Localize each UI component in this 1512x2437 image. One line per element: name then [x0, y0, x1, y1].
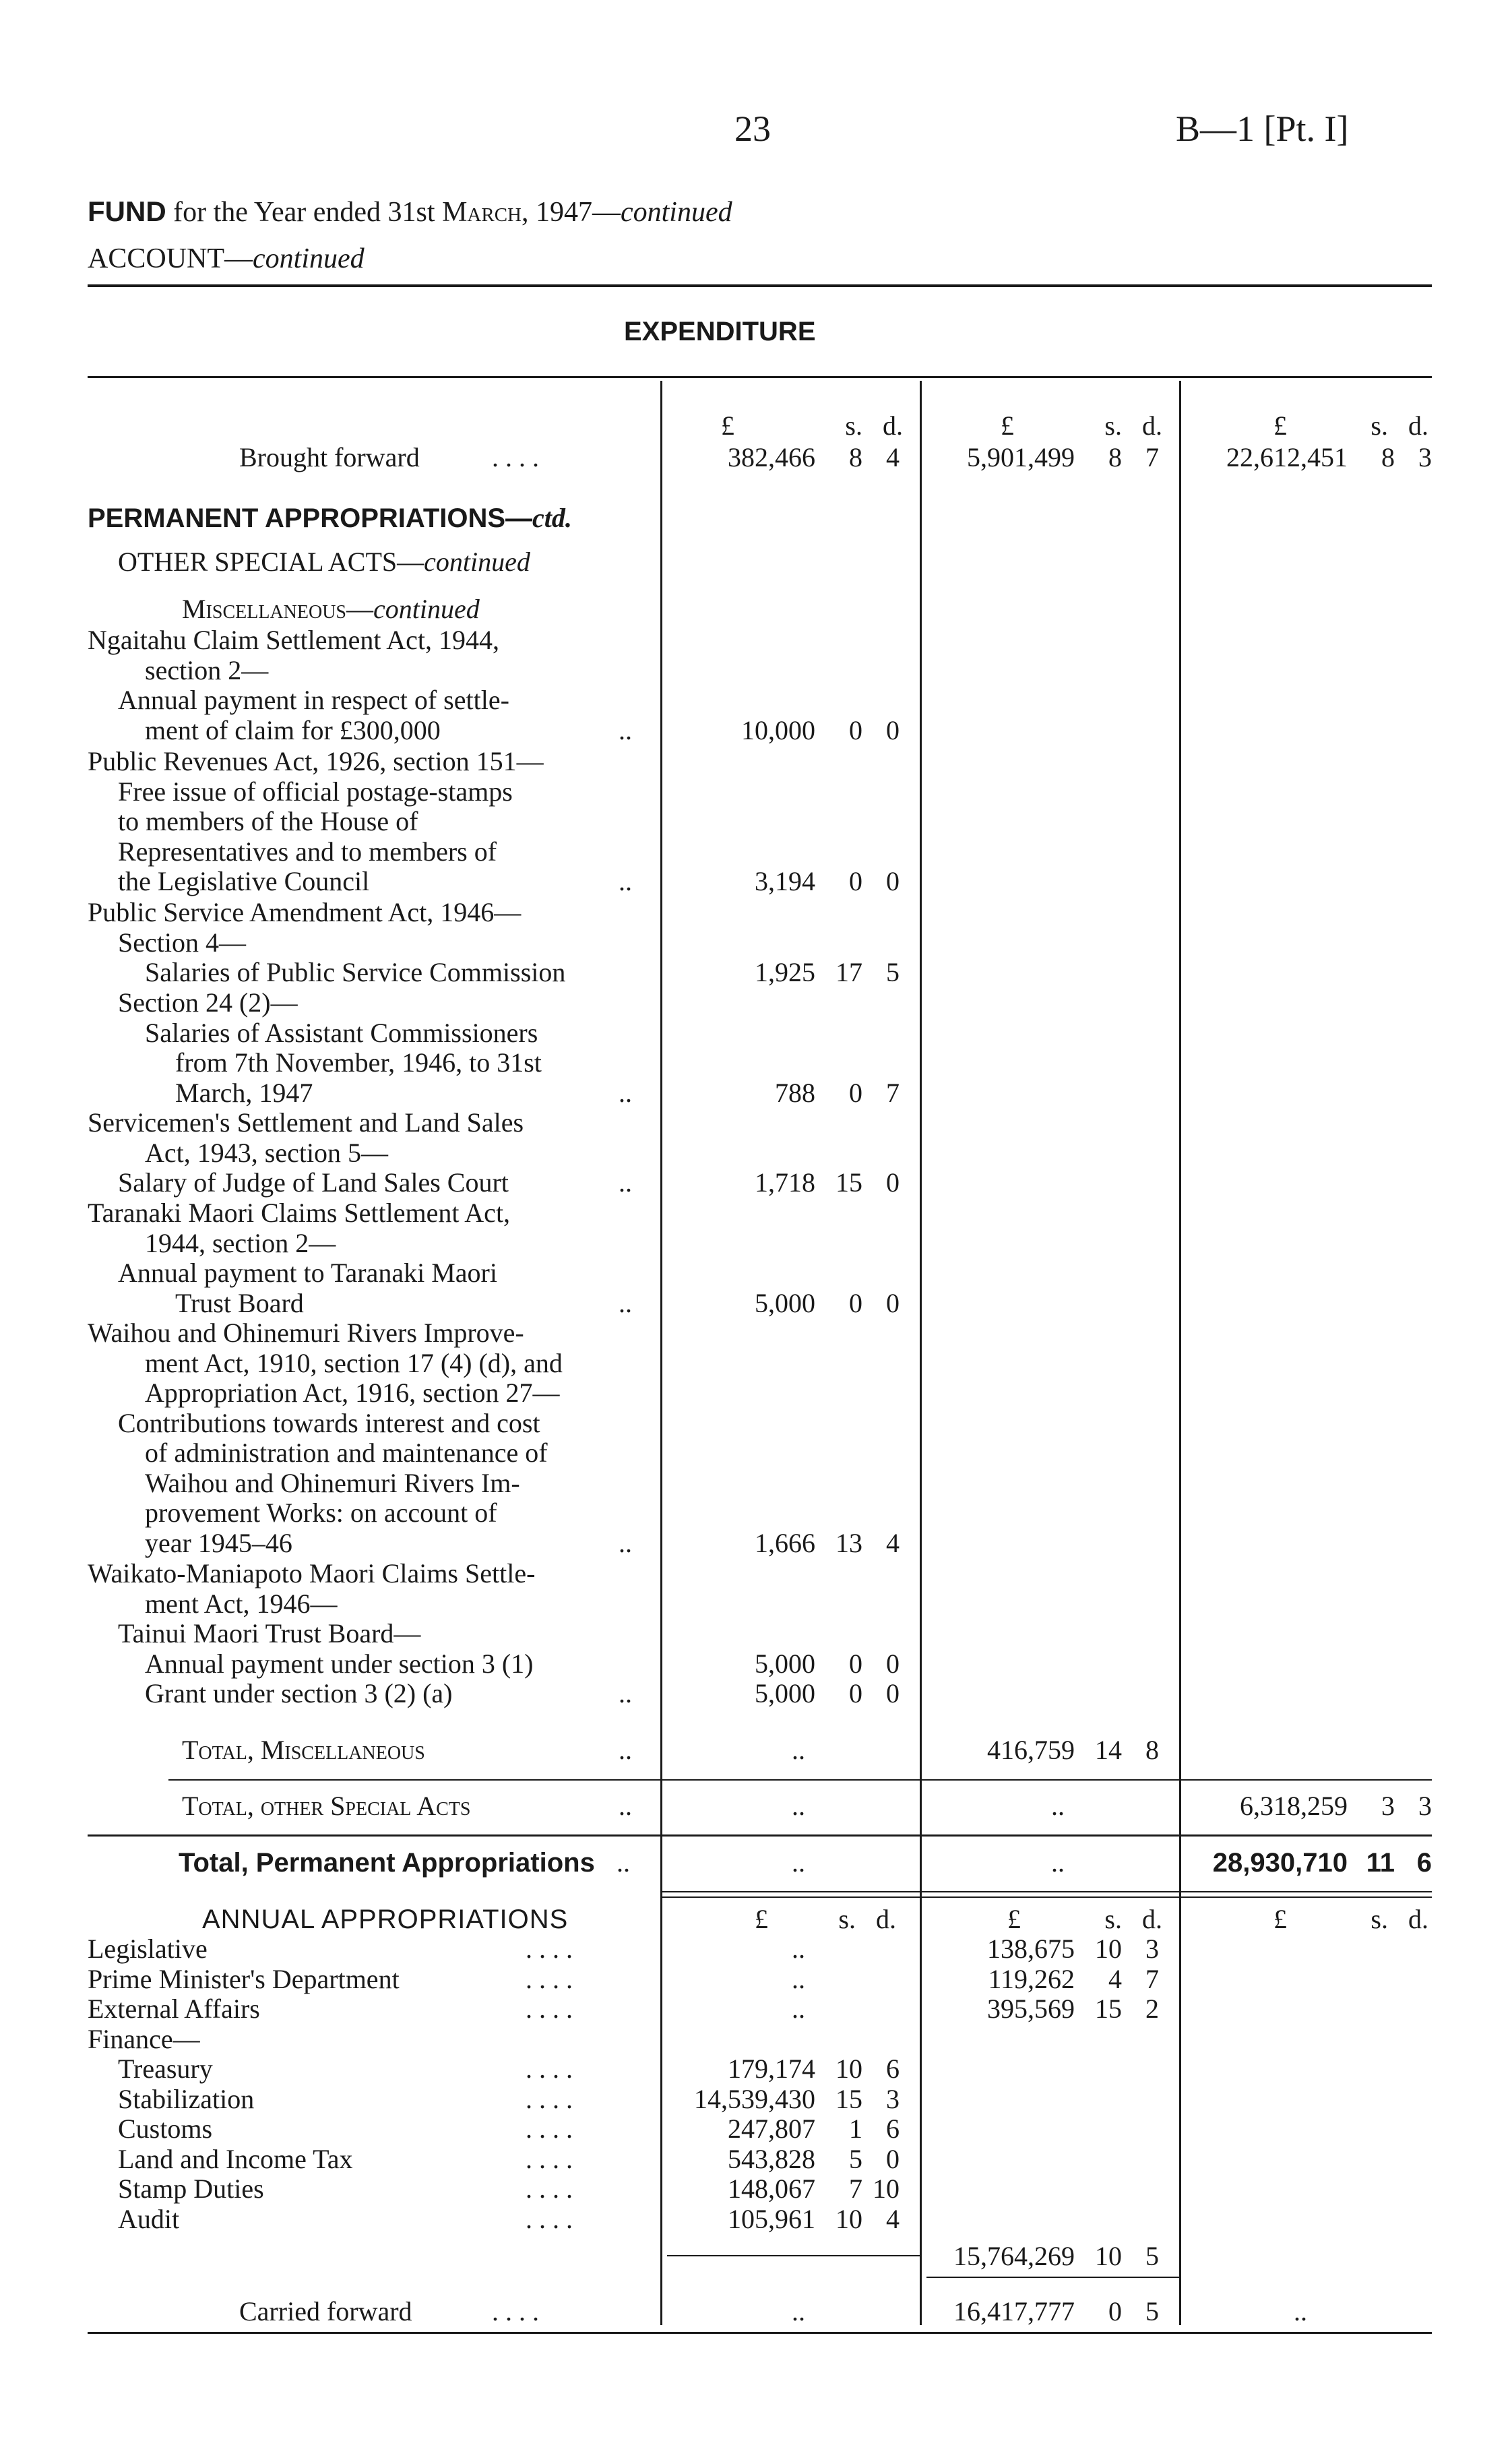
entry-line: Servicemen's Settlement and Land Sales: [88, 1107, 524, 1138]
section-title: EXPENDITURE: [624, 317, 816, 346]
entry-line: Act, 1943, section 5—: [145, 1137, 389, 1168]
other-acts-heading: OTHER SPECIAL ACTS—continued: [118, 547, 530, 577]
total-permanent-dots: ..: [617, 1847, 630, 1878]
title-rule: [88, 376, 1432, 378]
carried-forward-dots: . . . .: [492, 2296, 539, 2326]
entry-line: Section 4—: [118, 927, 246, 958]
total-other-acts-col2-dots: ..: [1051, 1791, 1065, 1821]
entry-line: Free issue of official postage-stamps: [118, 776, 513, 807]
entry-line: ment Act, 1910, section 17 (4) (d), and: [145, 1347, 563, 1378]
document-reference: B—1 [Pt. I]: [1176, 109, 1349, 149]
leader-dots: . . . .: [526, 1934, 573, 1964]
entry-line: Public Revenues Act, 1926, section 151—: [88, 746, 544, 776]
total-permanent-label: Total, Permanent Appropriations: [179, 1848, 595, 1878]
col-rule-1: [660, 381, 662, 2325]
annual-item-label: Stabilization: [118, 2083, 255, 2114]
entry-line: Salaries of Public Service Commission: [145, 957, 566, 987]
entry-line: Representatives and to members of: [118, 836, 497, 867]
carried-forward-col1-dots: ..: [792, 2296, 805, 2326]
rule-after-misc: [168, 1779, 1432, 1781]
annual-item-label: External Affairs: [88, 1994, 260, 2024]
col-rule-3: [1179, 381, 1181, 2325]
entry-line: provement Works: on account of: [145, 1498, 497, 1528]
entry-line: Appropriation Act, 1916, section 27—: [145, 1378, 560, 1408]
carried-forward-label: Carried forward: [239, 2296, 412, 2326]
leader-dots: ..: [619, 1167, 632, 1198]
total-permanent-col2-dots: ..: [1051, 1847, 1065, 1878]
entry-line: ment of claim for £300,000: [145, 714, 441, 745]
annual-heading: ANNUAL APPROPRIATIONS: [202, 1905, 569, 1934]
annual-item-label: Customs: [118, 2114, 213, 2144]
annual-item-label: Legislative: [88, 1934, 208, 1964]
entry-line: the Legislative Council: [118, 866, 370, 896]
entry-line: Salary of Judge of Land Sales Court: [118, 1167, 509, 1198]
header-line-1: FUND for the Year ended 31st March, 1947—continued: [88, 195, 732, 228]
entry-line: Trust Board: [175, 1287, 304, 1318]
annual-item-label: Land and Income Tax: [118, 2143, 353, 2174]
leader-dots: . . . .: [526, 2173, 573, 2204]
entry-line: ment Act, 1946—: [145, 1588, 338, 1619]
entry-line: Waihou and Ohinemuri Rivers Im-: [145, 1467, 520, 1498]
column-dots: ..: [792, 1963, 805, 1994]
rule-before-carried: [926, 2277, 1179, 2278]
total-permanent-col1-dots: ..: [792, 1847, 805, 1878]
entry-line: Waikato-Maniapoto Maori Claims Settle-: [88, 1558, 536, 1588]
annual-item-label: Audit: [118, 2203, 180, 2234]
entry-line: Tainui Maori Trust Board—: [118, 1618, 421, 1648]
entry-line: Waihou and Ohinemuri Rivers Improve-: [88, 1318, 524, 1348]
entry-line: Ngaitahu Claim Settlement Act, 1944,: [88, 625, 500, 655]
page-number: 23: [734, 109, 771, 149]
entry-line: section 2—: [145, 654, 269, 685]
total-misc-dots: ..: [619, 1735, 632, 1765]
annual-item-label: Stamp Duties: [118, 2173, 264, 2204]
entry-line: Annual payment in respect of settle-: [118, 685, 509, 715]
leader-dots: ..: [619, 1077, 632, 1108]
total-misc-label: Total, Miscellaneous: [182, 1735, 425, 1765]
brought-forward-label: Brought forward: [239, 442, 420, 472]
total-other-acts-label: Total, other Special Acts: [182, 1791, 471, 1821]
leader-dots: . . . .: [526, 2114, 573, 2144]
entry-line: from 7th November, 1946, to 31st: [175, 1047, 542, 1078]
leader-dots: ..: [619, 1287, 632, 1318]
leader-dots: . . . .: [526, 1963, 573, 1994]
top-rule: [88, 284, 1432, 287]
leader-dots: . . . .: [526, 1994, 573, 2024]
finance-subtotal-rule: [667, 2255, 920, 2256]
entry-line: year 1945–46: [145, 1527, 292, 1558]
carried-forward-col3-dots: ..: [1294, 2296, 1307, 2326]
rule-after-other-acts: [88, 1834, 1432, 1837]
leader-dots: ..: [619, 866, 632, 896]
entry-line: Grant under section 3 (2) (a): [145, 1678, 453, 1708]
col-rule-2: [920, 381, 922, 2325]
annual-item-label: Treasury: [118, 2054, 213, 2084]
leader-dots: . . . .: [526, 2143, 573, 2174]
entry-line: to members of the House of: [118, 806, 418, 836]
entry-line: Salaries of Assistant Commissioners: [145, 1017, 538, 1048]
entry-line: of administration and maintenance of: [145, 1438, 548, 1468]
total-other-acts-col1-dots: ..: [792, 1791, 805, 1821]
misc-heading: Miscellaneous—continued: [182, 594, 480, 624]
entry-line: Contributions towards interest and cost: [118, 1407, 540, 1438]
rule-after-permanent-2: [660, 1896, 1432, 1898]
entry-line: March, 1947: [175, 1077, 313, 1108]
leader-dots: . . . .: [526, 2054, 573, 2084]
leader-dots: ..: [619, 1678, 632, 1708]
entry-line: Taranaki Maori Claims Settlement Act,: [88, 1198, 511, 1228]
entry-line: Annual payment under section 3 (1): [145, 1648, 534, 1679]
column-dots: ..: [792, 1934, 805, 1964]
entry-line: Section 24 (2)—: [118, 987, 298, 1018]
leader-dots: . . . .: [526, 2203, 573, 2234]
entry-line: 1944, section 2—: [145, 1227, 336, 1258]
column-dots: ..: [792, 1994, 805, 2024]
annual-item-label: Finance—: [88, 2023, 200, 2054]
entry-line: Public Service Amendment Act, 1946—: [88, 897, 522, 927]
annual-item-label: Prime Minister's Department: [88, 1963, 400, 1994]
leader-dots: . . . .: [526, 2083, 573, 2114]
entry-line: Annual payment to Taranaki Maori: [118, 1258, 497, 1288]
total-misc-col1-dots: ..: [792, 1735, 805, 1765]
permanent-heading: PERMANENT APPROPRIATIONS—ctd.: [88, 503, 572, 533]
leader-dots: ..: [619, 714, 632, 745]
header-line-2: ACCOUNT—continued: [88, 243, 365, 274]
bottom-rule: [88, 2332, 1432, 2334]
rule-after-permanent-1: [660, 1891, 1432, 1892]
leader-dots: ..: [619, 1527, 632, 1558]
total-other-acts-dots: ..: [619, 1791, 632, 1821]
brought-forward-dots: . . . .: [492, 442, 539, 472]
